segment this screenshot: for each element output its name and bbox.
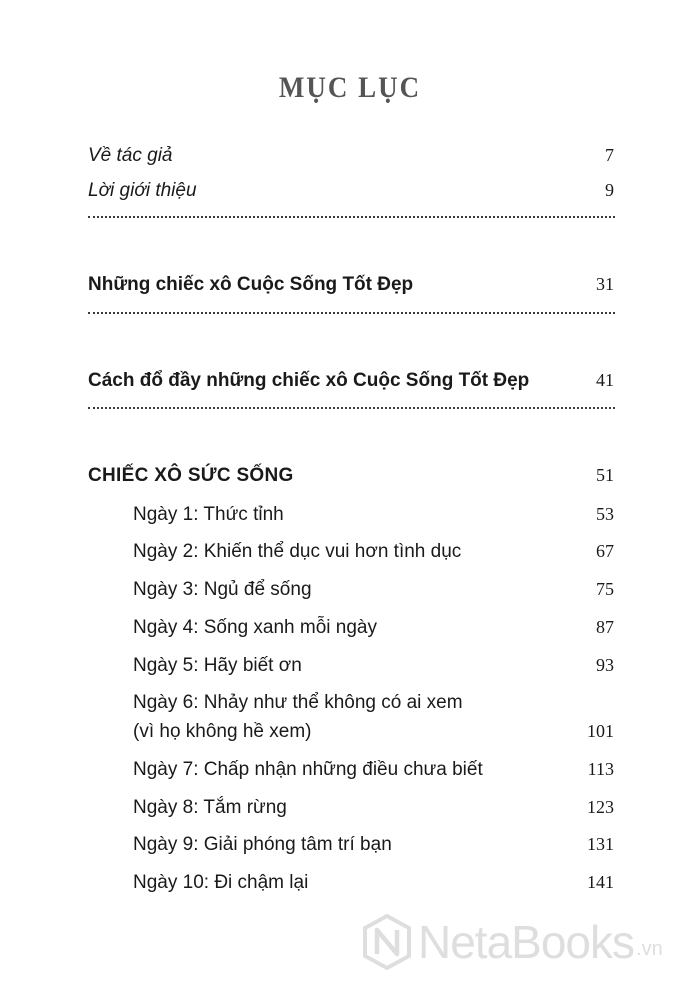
day-page-number: 67	[596, 541, 614, 561]
part-label: CHIẾC XÔ SỨC SỐNG	[88, 465, 294, 486]
day-label: Ngày 2: Khiến thể dục vui hơn tình dục	[133, 541, 462, 562]
toc-day-entry	[0, 759, 700, 789]
day-page-number: 131	[587, 834, 614, 854]
toc-heading: MỤC LỤC	[278, 70, 422, 104]
netabooks-watermark	[362, 912, 682, 972]
dotted-divider	[88, 216, 615, 218]
dotted-divider	[88, 407, 615, 409]
toc-day-entry	[0, 797, 700, 827]
day-page-number: 123	[587, 797, 614, 817]
day-label: Ngày 10: Đi chậm lại	[133, 872, 309, 893]
day-label: Ngày 6: Nhảy như thể không có ai xem	[133, 692, 463, 713]
part-page-number: 51	[596, 465, 614, 485]
dotted-divider	[88, 312, 615, 314]
toc-day-entry	[0, 692, 700, 722]
toc-section	[0, 370, 700, 400]
toc-entry-introduction	[0, 180, 700, 210]
section-label: Cách đổ đầy những chiếc xô Cuộc Sống Tốt Đẹp	[88, 370, 530, 391]
toc-entry-about-author	[0, 145, 700, 175]
section-page-number: 31	[596, 274, 614, 294]
toc-day-entry	[0, 617, 700, 647]
day-page-number: 75	[596, 579, 614, 599]
entry-page-number: 7	[605, 145, 614, 165]
toc-part-heading	[0, 465, 700, 495]
n-hexagon-logo-icon	[362, 914, 412, 970]
toc-day-entry	[0, 579, 700, 609]
day-page-number: 101	[587, 721, 614, 741]
section-page-number: 41	[596, 370, 614, 390]
day-label: Ngày 8: Tắm rừng	[133, 797, 287, 818]
section-label: Những chiếc xô Cuộc Sống Tốt Đẹp	[88, 274, 414, 295]
toc-day-entry-continued	[0, 721, 700, 751]
day-page-number: 93	[596, 655, 614, 675]
day-page-number: 87	[596, 617, 614, 637]
toc-section	[0, 274, 700, 304]
toc-day-entry	[0, 834, 700, 864]
entry-label: Lời giới thiệu	[88, 180, 197, 201]
toc-day-entry	[0, 541, 700, 571]
toc-day-entry	[0, 504, 700, 534]
toc-day-entry	[0, 655, 700, 685]
day-label: Ngày 7: Chấp nhận những điều chưa biết	[133, 759, 483, 780]
watermark-brand: NetaBooks	[418, 916, 635, 968]
day-page-number: 141	[587, 872, 614, 892]
entry-page-number: 9	[605, 180, 614, 200]
toc-day-entry	[0, 872, 700, 902]
day-page-number: 53	[596, 504, 614, 524]
watermark-suffix: .vn	[636, 937, 663, 960]
day-label: Ngày 1: Thức tỉnh	[133, 504, 284, 525]
day-label: Ngày 9: Giải phóng tâm trí bạn	[133, 834, 392, 855]
entry-label: Về tác giả	[88, 145, 173, 166]
day-label: Ngày 4: Sống xanh mỗi ngày	[133, 617, 377, 638]
day-label-line2: (vì họ không hề xem)	[133, 721, 312, 742]
day-label: Ngày 3: Ngủ để sống	[133, 579, 312, 600]
day-label: Ngày 5: Hãy biết ơn	[133, 655, 302, 676]
day-page-number: 113	[587, 759, 614, 779]
